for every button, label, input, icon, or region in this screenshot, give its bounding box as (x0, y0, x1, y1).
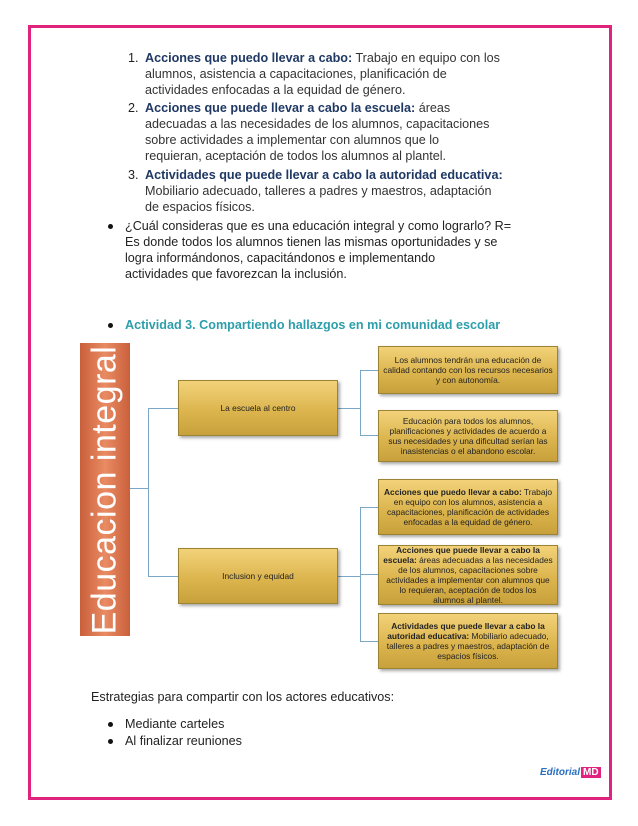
connector-line (338, 408, 360, 409)
connector-line (360, 641, 378, 642)
diagram-root (80, 343, 130, 636)
diagram-leaf-node (378, 410, 558, 462)
diagram-branch-node (178, 548, 338, 604)
node-label: La escuela al centro (220, 403, 296, 413)
node-label-bold: Acciones que puedo llevar a cabo: (383, 487, 522, 497)
diagram-leaf-node (378, 613, 558, 669)
connector-line (360, 574, 378, 575)
connector-line (360, 370, 378, 371)
list-item (128, 100, 565, 164)
activity-heading: Actividad 3. Compartiendo hallazgos en mi comunidad escolar (125, 318, 501, 332)
list-item-text: adecuadas a las necesidades de los alumnos, capacitaciones (145, 117, 490, 131)
list-item-text: sobre actividades a implementar con alumnos que lo (145, 133, 440, 147)
logo-badge: MD (583, 767, 599, 778)
bullet-icon (108, 224, 113, 229)
strategies-heading: Estrategias para compartir con los actores educativos: (91, 690, 395, 704)
answer-text: actividades que favorezcan la inclusión. (125, 267, 347, 281)
connector-line (148, 408, 178, 409)
node-label-bold: Acciones que puede llevar a cabo la escuela: (383, 545, 540, 565)
list-item-text: requieran, aceptación de todos los alumnos al plantel. (145, 149, 447, 163)
diagram-branch-node (178, 380, 338, 436)
bullet-icon (108, 323, 113, 328)
bullet-icon (108, 739, 113, 744)
list-item-text: de espacios físicos. (145, 200, 255, 214)
connector-line (130, 488, 148, 489)
diagram-leaf-node (378, 346, 558, 394)
list-number: 3. (128, 168, 139, 182)
logo-text: Editorial (540, 767, 581, 778)
connector-line (148, 576, 178, 577)
diagram-leaf-node (378, 545, 558, 605)
answer-text: Es donde todos los alumnos tienen las mismas oportunidades y se (125, 235, 498, 249)
connector-line (360, 435, 378, 436)
list-item-title: Acciones que puede llevar a cabo la escuela: (145, 101, 416, 115)
strategy-item: Mediante carteles (125, 717, 225, 731)
list-item-text: actividades enfocadas a la equidad de género. (145, 83, 406, 97)
connector-line (148, 408, 149, 577)
connector-line (338, 576, 360, 577)
node-label-bold: Actividades que puede llevar a cabo la autoridad educativa: (387, 621, 545, 641)
strategy-item: Al finalizar reuniones (125, 734, 242, 748)
list-item-text: alumnos, asistencia a capacitaciones, planificación de (145, 67, 447, 81)
node-label: Inclusion y equidad (222, 571, 294, 581)
list-number: 1. (128, 51, 139, 65)
list-number: 2. (128, 101, 139, 115)
editorial-logo (540, 767, 601, 778)
list-item-text: Mobiliario adecuado, talleres a padres y maestros, adaptación (145, 184, 492, 198)
question-text: ¿Cuál consideras que es una educación integral y como lograrlo? R= (125, 219, 512, 233)
connector-line (360, 370, 361, 436)
list-item-title: Acciones que puedo llevar a cabo: (145, 51, 353, 65)
node-label: Los alumnos tendrán una educación de calidad contando con los recursos necesarios y con autonomía. (383, 355, 553, 385)
node-label: Educación para todos los alumnos, planificaciones y actividades de acuerdo a sus necesidades y una dificultad serían las inasistencias o el abandono escolar. (388, 416, 548, 456)
node-label: áreas adecuadas a las necesidades de los alumnos, capacitaciones sobre actividades a implementar con alumnos que lo requieran, aceptación de todos los alumnos al plantel. (386, 555, 553, 605)
connector-line (360, 507, 378, 508)
node-label: Mobiliario adecuado, talleres a padres y maestros, adaptación de espacios físicos. (386, 631, 550, 661)
diagram-root-label: Educacion integral (85, 345, 124, 634)
bullet-icon (108, 722, 113, 727)
node-label: Trabajo en equipo con los alumnos, asistencia a capacitaciones, planificación de actividades enfocadas a la equidad de género. (386, 487, 553, 527)
list-item (128, 50, 565, 98)
diagram-leaf-node (378, 479, 558, 535)
list-item-title: Actividades que puede llevar a cabo la autoridad educativa: (145, 168, 503, 182)
list-item-text: áreas (418, 101, 451, 115)
answer-text: logra informándonos, capacitándonos e implementando (125, 251, 436, 265)
list-item (128, 167, 565, 215)
list-item-text: Trabajo en equipo con los (355, 51, 500, 65)
